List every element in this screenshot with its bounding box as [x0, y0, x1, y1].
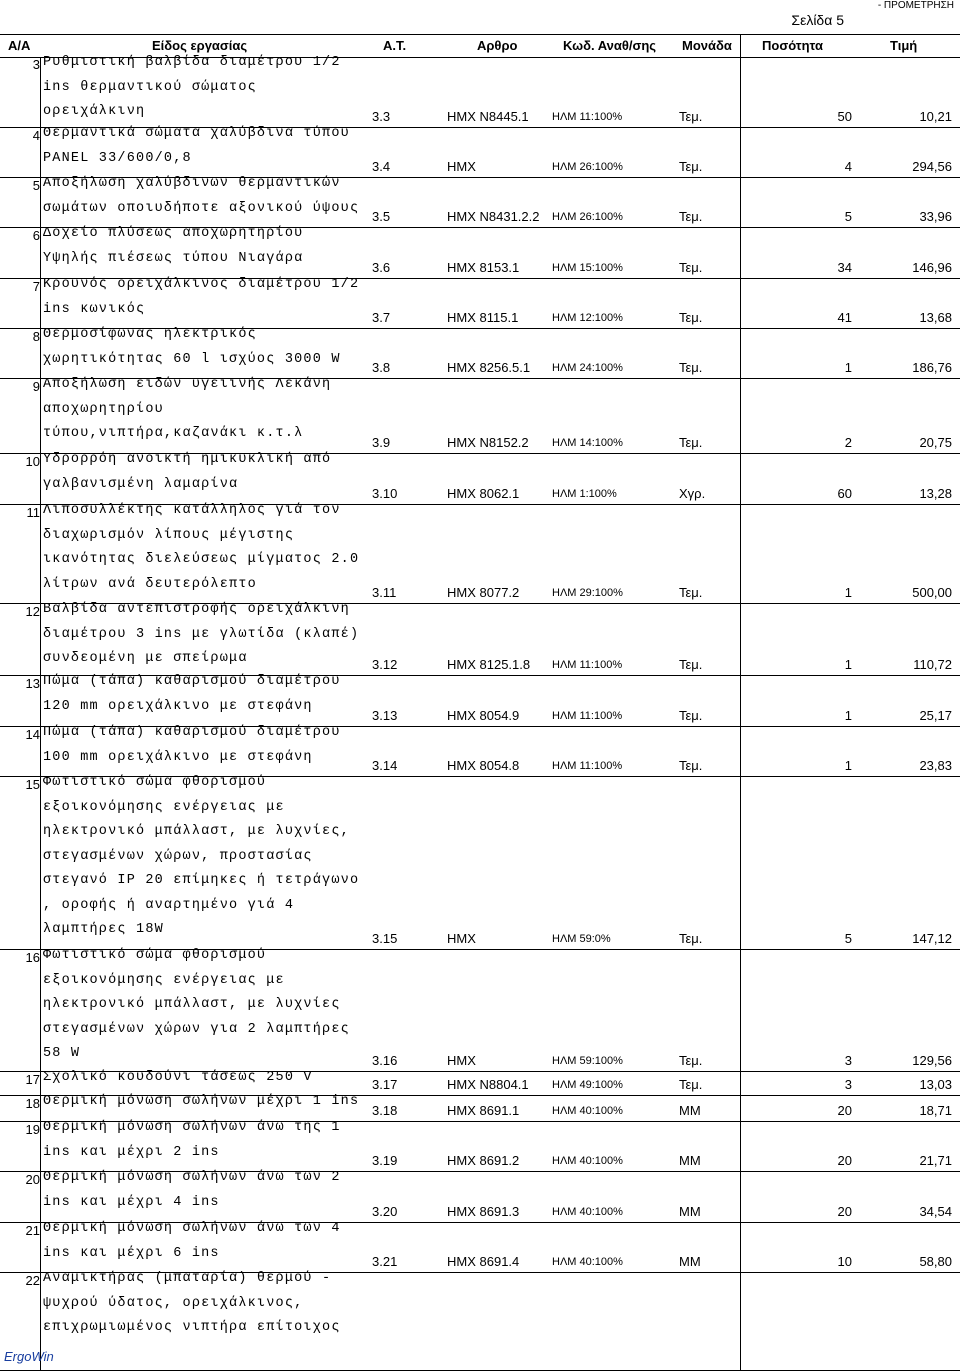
unit: Τεμ.: [679, 260, 703, 275]
row-number: 13: [25, 676, 40, 691]
work-description: [43, 1217, 373, 1266]
assignment-code: ΗΛΜ 11:100%: [552, 760, 623, 772]
table-row: [0, 676, 960, 727]
table-row: [0, 329, 960, 379]
description-line: ins θερμαντικού σώματος: [43, 79, 257, 95]
row-number: 9: [32, 379, 40, 394]
assignment-code: ΗΛΜ 14:100%: [552, 437, 623, 449]
quantity: 10: [837, 1254, 852, 1269]
description-line: Βαλβίδα αντεπιστροφής ορειχάλκινη: [43, 602, 350, 617]
unit-price: 110,72: [913, 657, 952, 672]
article-ref: 3.16: [372, 1053, 398, 1068]
software-brand: ErgoWin: [4, 1349, 54, 1364]
article-code: ΗΜΧ Ν8431.2.2: [447, 209, 540, 224]
quantity: 20: [837, 1153, 852, 1168]
quantity: 3: [844, 1053, 852, 1068]
unit: Τεμ.: [679, 708, 703, 723]
column-header-aa: Α/Α: [8, 38, 31, 53]
article-ref: 3.14: [372, 758, 398, 773]
quantity: 4: [844, 159, 852, 174]
unit: ΜΜ: [679, 1103, 701, 1118]
column-header-unit: Μονάδα: [682, 38, 732, 53]
work-description: [43, 670, 373, 719]
table-row: [0, 950, 960, 1072]
table-row: [0, 1172, 960, 1223]
unit-price: 147,12: [912, 931, 952, 946]
description-line: Υδρορρόη ανοικτή ημικυκλική από: [43, 452, 332, 467]
row-number: 15: [25, 777, 40, 792]
article-code: ΗΜΧ 8153.1: [447, 260, 520, 275]
quantity: 20: [837, 1204, 852, 1219]
article-ref: 3.13: [372, 708, 398, 723]
work-description: [43, 721, 373, 770]
article-ref: 3.5: [372, 209, 391, 224]
column-divider: [740, 57, 741, 1370]
description-line: Λιποσυλλέκτης κατάλληλος γιά τον: [43, 503, 341, 518]
unit: Τεμ.: [679, 310, 703, 325]
unit: Τεμ.: [679, 585, 703, 600]
assignment-code: ΗΛΜ 26:100%: [552, 211, 623, 223]
quantity: 5: [844, 209, 852, 224]
work-description: [43, 51, 373, 125]
assignment-code: ΗΛΜ 40:100%: [552, 1105, 623, 1117]
unit: Τεμ.: [679, 159, 703, 174]
article-ref: 3.8: [372, 360, 391, 375]
description-line: 100 mm ορειχάλκινο με στεφάνη: [43, 749, 313, 765]
row-number: 3: [32, 57, 40, 72]
table-row: [0, 1122, 960, 1172]
description-line: Θερμική μόνωση σωλήνων άνω των 4: [43, 1221, 341, 1236]
description-line: Δοχείο πλύσεως αποχωρητηρίου: [43, 226, 304, 241]
unit-price: 33,96: [919, 209, 952, 224]
assignment-code: ΗΛΜ 26:100%: [552, 161, 623, 173]
unit-price: 13,68: [919, 310, 952, 325]
quantity: 2: [844, 435, 852, 450]
unit: ΜΜ: [679, 1204, 701, 1219]
table-row: [0, 57, 960, 128]
article-code: ΗΜΧ 8691.4: [447, 1254, 520, 1269]
assignment-code: ΗΛΜ 29:100%: [552, 587, 623, 599]
work-description: [43, 598, 373, 672]
header-divider: [740, 35, 741, 57]
description-line: χωρητικότητας 60 l ισχύος 3000 W: [43, 351, 341, 367]
article-code: ΗΜΧ 8691.2: [447, 1153, 520, 1168]
quantity: 41: [837, 310, 852, 325]
description-line: επιχρωμιωμένος νιπτήρα επίτοιχος: [43, 1320, 341, 1335]
unit: ΜΜ: [679, 1254, 701, 1269]
work-description: [43, 1090, 373, 1115]
table-row: [0, 727, 960, 777]
assignment-code: ΗΛΜ 49:100%: [552, 1079, 623, 1091]
description-line: Ρυθμιστική βαλβίδα διαμέτρου 1/2: [43, 55, 341, 70]
column-header-at: Α.Τ.: [383, 38, 407, 53]
article-ref: 3.18: [372, 1103, 398, 1118]
article-code: ΗΜΧ Ν8804.1: [447, 1077, 529, 1092]
assignment-code: ΗΛΜ 11:100%: [552, 659, 623, 671]
article-ref: 3.11: [372, 585, 397, 600]
unit-price: 21,71: [919, 1153, 952, 1168]
description-line: λίτρων ανά δευτερόλεπτο: [43, 576, 257, 592]
work-description: [43, 771, 373, 943]
column-header-type: Είδος εργασίας: [152, 38, 248, 53]
assignment-code: ΗΛΜ 12:100%: [552, 312, 623, 324]
description-line: Πώμα (τάπα) καθαρισμού διαμέτρου: [43, 674, 341, 689]
unit-price: 23,83: [919, 758, 952, 773]
table-row: [0, 178, 960, 228]
article-ref: 3.10: [372, 486, 398, 501]
description-line: Πώμα (τάπα) καθαρισμού διαμέτρου: [43, 725, 341, 740]
work-description: [43, 1116, 373, 1165]
quantity: 5: [844, 931, 852, 946]
description-line: συνδεομένη με σπείρωμα: [43, 651, 248, 666]
description-line: Θερμική μόνωση σωλήνων άνω των 2: [43, 1170, 341, 1185]
description-line: Αναμικτήρας (μπαταρία) θερμού -: [43, 1271, 332, 1286]
table-row: [0, 454, 960, 505]
unit-price: 294,56: [912, 159, 952, 174]
column-header-quantity: Ποσότητα: [762, 38, 823, 53]
article-code: ΗΜΧ 8125.1.8: [447, 657, 531, 672]
column-header-article: Αρθρο: [477, 38, 518, 53]
work-description: [43, 222, 373, 271]
quantity: 1: [844, 360, 852, 375]
description-line: στεγασμένων χώρων, προστασίας: [43, 848, 313, 864]
unit: Τεμ.: [679, 109, 703, 124]
article-ref: 3.9: [372, 435, 391, 450]
description-line: 58 W: [43, 1046, 81, 1061]
description-line: αποχωρητηρίου: [43, 401, 164, 417]
description-line: διαμέτρου 3 ins με γλωτίδα (κλαπέ): [43, 626, 360, 642]
unit: ΜΜ: [679, 1153, 701, 1168]
description-line: Αποξήλωση ειδών υγειινής Λεκάνη: [43, 377, 332, 392]
document-type-note: - ΠΡΟΜΕΤΡΗΣΗ: [877, 0, 954, 11]
description-line: Θερμική μόνωση σωλήνων μέχρι 1 ins: [43, 1094, 360, 1109]
description-line: γαλβανισμένη λαμαρίνα: [43, 476, 239, 492]
quantity: 20: [837, 1103, 852, 1118]
description-line: Αποξήλωση χαλύβδινων θερμαντικών: [43, 176, 341, 191]
article-code: ΗΜΧ 8691.1: [447, 1103, 520, 1118]
row-number: 12: [25, 604, 40, 619]
table-row: [0, 228, 960, 279]
article-code: ΗΜΧ 8077.2: [447, 585, 520, 600]
assignment-code: ΗΛΜ 1:100%: [552, 488, 617, 500]
row-number: 4: [32, 128, 40, 143]
unit-price: 25,17: [919, 708, 952, 723]
unit-price: 129,56: [912, 1053, 952, 1068]
unit-price: 34,54: [919, 1204, 952, 1219]
quantity: 1: [844, 585, 852, 600]
work-description: [43, 273, 373, 322]
work-description: [43, 448, 373, 497]
unit: Τεμ.: [679, 360, 703, 375]
quantity: 1: [844, 708, 852, 723]
row-number: 20: [25, 1172, 40, 1187]
article-code: ΗΜΧ 8054.8: [447, 758, 520, 773]
article-code: ΗΜΧ Ν8445.1: [447, 109, 529, 124]
row-number: 6: [32, 228, 40, 243]
row-number: 14: [25, 727, 40, 742]
table-row: [0, 604, 960, 676]
assignment-code: ΗΛΜ 15:100%: [552, 262, 623, 274]
description-line: τύπου,νιπτήρα,καζανάκι κ.τ.λ: [43, 426, 304, 441]
description-line: ηλεκτρονικό μπάλλαστ, με λυχνίες: [43, 997, 341, 1012]
article-code: ΗΜΧ: [447, 1053, 476, 1068]
unit: Τεμ.: [679, 657, 703, 672]
unit-price: 146,96: [912, 260, 952, 275]
description-line: , οροφής ή αναρτημένο γιά 4: [43, 897, 295, 913]
unit: Τεμ.: [679, 209, 703, 224]
article-code: ΗΜΧ 8691.3: [447, 1204, 520, 1219]
assignment-code: ΗΛΜ 11:100%: [552, 111, 623, 123]
description-line: Θερμαντικά σώματα χαλύβδινα τύπου: [43, 126, 350, 141]
description-line: ηλεκτρονικό μπάλλαστ, με λυχνίες,: [43, 824, 350, 839]
unit: Τεμ.: [679, 1053, 703, 1068]
description-line: στεγανό IP 20 επίμηκες ή τετράγωνο: [43, 873, 360, 888]
article-ref: 3.19: [372, 1153, 398, 1168]
unit: Τεμ.: [679, 758, 703, 773]
article-code: ΗΜΧ 8256.5.1: [447, 360, 531, 375]
article-code: ΗΜΧ: [447, 931, 476, 946]
row-number: 7: [32, 279, 40, 294]
assignment-code: ΗΛΜ 59:0%: [552, 933, 611, 945]
article-code: ΗΜΧ 8054.9: [447, 708, 520, 723]
description-line: 120 mm ορειχάλκινο με στεφάνη: [43, 698, 313, 714]
description-line: στεγασμένων χώρων για 2 λαμπτήρες: [43, 1021, 350, 1037]
assignment-code: ΗΛΜ 24:100%: [552, 362, 623, 374]
unit-price: 500,00: [912, 585, 952, 600]
row-number: 5: [32, 178, 40, 193]
assignment-code: ΗΛΜ 11:100%: [552, 710, 623, 722]
description-line: διαχωρισμόν λίπους μέγιστης: [43, 527, 295, 543]
work-description: [43, 323, 373, 372]
description-line: Υψηλής πιέσεως τύπου Νιαγάρα: [43, 250, 304, 266]
row-number: 8: [32, 329, 40, 344]
work-description: [43, 172, 373, 221]
unit-price: 20,75: [919, 435, 952, 450]
article-ref: 3.12: [372, 657, 398, 672]
description-line: ικανότητας διελεύσεως μίγματος 2.0: [43, 552, 360, 567]
table-bottom-border: [0, 1370, 960, 1371]
description-line: ins και μέχρι 6 ins: [43, 1245, 220, 1261]
quantity: 1: [844, 758, 852, 773]
description-line: Θερμοσίφωνας ηλεκτρικός: [43, 327, 257, 342]
description-line: Κρουνός ορειχάλκινος διαμέτρου 1/2: [43, 277, 360, 292]
assignment-code: ΗΛΜ 40:100%: [552, 1155, 623, 1167]
article-ref: 3.7: [372, 310, 391, 325]
quantity: 50: [837, 109, 852, 124]
article-ref: 3.6: [372, 260, 391, 275]
row-number: 10: [25, 454, 40, 469]
quantity: 34: [837, 260, 852, 275]
row-number: 18: [25, 1096, 40, 1111]
description-line: Σχολικό κουδούνι τάσεως 250 V: [43, 1070, 313, 1085]
table-row: [0, 505, 960, 604]
unit-price: 186,76: [912, 360, 952, 375]
description-line: εξοικονόμησης ενέργειας με: [43, 799, 285, 815]
work-description: [43, 1066, 373, 1091]
description-line: ins και μέχρι 4 ins: [43, 1194, 220, 1210]
article-ref: 3.15: [372, 931, 398, 946]
description-line: Φωτιστικό σώμα φθορισμού: [43, 775, 267, 790]
article-code: ΗΜΧ Ν8152.2: [447, 435, 529, 450]
description-line: Θερμική μόνωση σωλήνων άνω της 1: [43, 1120, 341, 1135]
assignment-code: ΗΛΜ 40:100%: [552, 1206, 623, 1218]
description-line: ορειχάλκινη: [43, 104, 146, 119]
table-row: [0, 777, 960, 950]
article-ref: 3.21: [372, 1254, 398, 1269]
unit: Τεμ.: [679, 1077, 703, 1092]
column-divider: [40, 57, 41, 1370]
quantity: 3: [844, 1077, 852, 1092]
unit-price: 58,80: [919, 1254, 952, 1269]
article-ref: 3.4: [372, 159, 391, 174]
description-line: ins κωνικός: [43, 301, 146, 317]
work-description: [43, 1267, 373, 1341]
assignment-code: ΗΛΜ 59:100%: [552, 1055, 623, 1067]
description-line: λαμπτήρες 18W: [43, 922, 164, 937]
description-line: σωμάτων οποιυδήποτε αξονικού ύψους: [43, 200, 360, 216]
article-code: ΗΜΧ: [447, 159, 476, 174]
row-number: 21: [25, 1223, 40, 1238]
unit: Τεμ.: [679, 931, 703, 946]
description-line: PANEL 33/600/0,8: [43, 150, 192, 166]
table-row: [0, 1273, 960, 1369]
row-number: 11: [26, 505, 40, 520]
unit: Χγρ.: [679, 486, 706, 501]
work-description: [43, 122, 373, 171]
quantity: 60: [837, 486, 852, 501]
page-number-label: Σελίδα 5: [791, 12, 844, 28]
column-header-code: Κωδ. Αναθ/σης: [563, 38, 657, 53]
quantity: 1: [844, 657, 852, 672]
article-code: ΗΜΧ 8062.1: [447, 486, 520, 501]
work-description: [43, 1166, 373, 1215]
table-row: [0, 279, 960, 329]
description-line: Φωτιστικό σώμα φθορισμού: [43, 948, 267, 963]
work-description: [43, 499, 373, 597]
article-ref: 3.17: [372, 1077, 398, 1092]
article-code: ΗΜΧ 8115.1: [447, 310, 519, 325]
unit: Τεμ.: [679, 435, 703, 450]
row-number: 22: [25, 1273, 40, 1288]
description-line: ψυχρού ύδατος, ορειχάλκινος,: [43, 1295, 304, 1311]
assignment-code: ΗΛΜ 40:100%: [552, 1256, 623, 1268]
row-number: 19: [25, 1122, 40, 1137]
table-row: [0, 379, 960, 454]
unit-price: 13,03: [919, 1077, 952, 1092]
work-description: [43, 373, 373, 447]
description-line: εξοικονόμησης ενέργειας με: [43, 972, 285, 988]
unit-price: 18,71: [919, 1103, 952, 1118]
row-number: 16: [25, 950, 40, 965]
work-description: [43, 944, 373, 1067]
unit-price: 10,21: [919, 109, 952, 124]
row-number: 17: [25, 1072, 40, 1087]
table-row: [0, 1223, 960, 1273]
table-row: [0, 128, 960, 178]
column-header-price: Τιμή: [890, 38, 918, 53]
description-line: ins και μέχρι 2 ins: [43, 1144, 220, 1160]
article-ref: 3.20: [372, 1204, 398, 1219]
unit-price: 13,28: [919, 486, 952, 501]
article-ref: 3.3: [372, 109, 391, 124]
